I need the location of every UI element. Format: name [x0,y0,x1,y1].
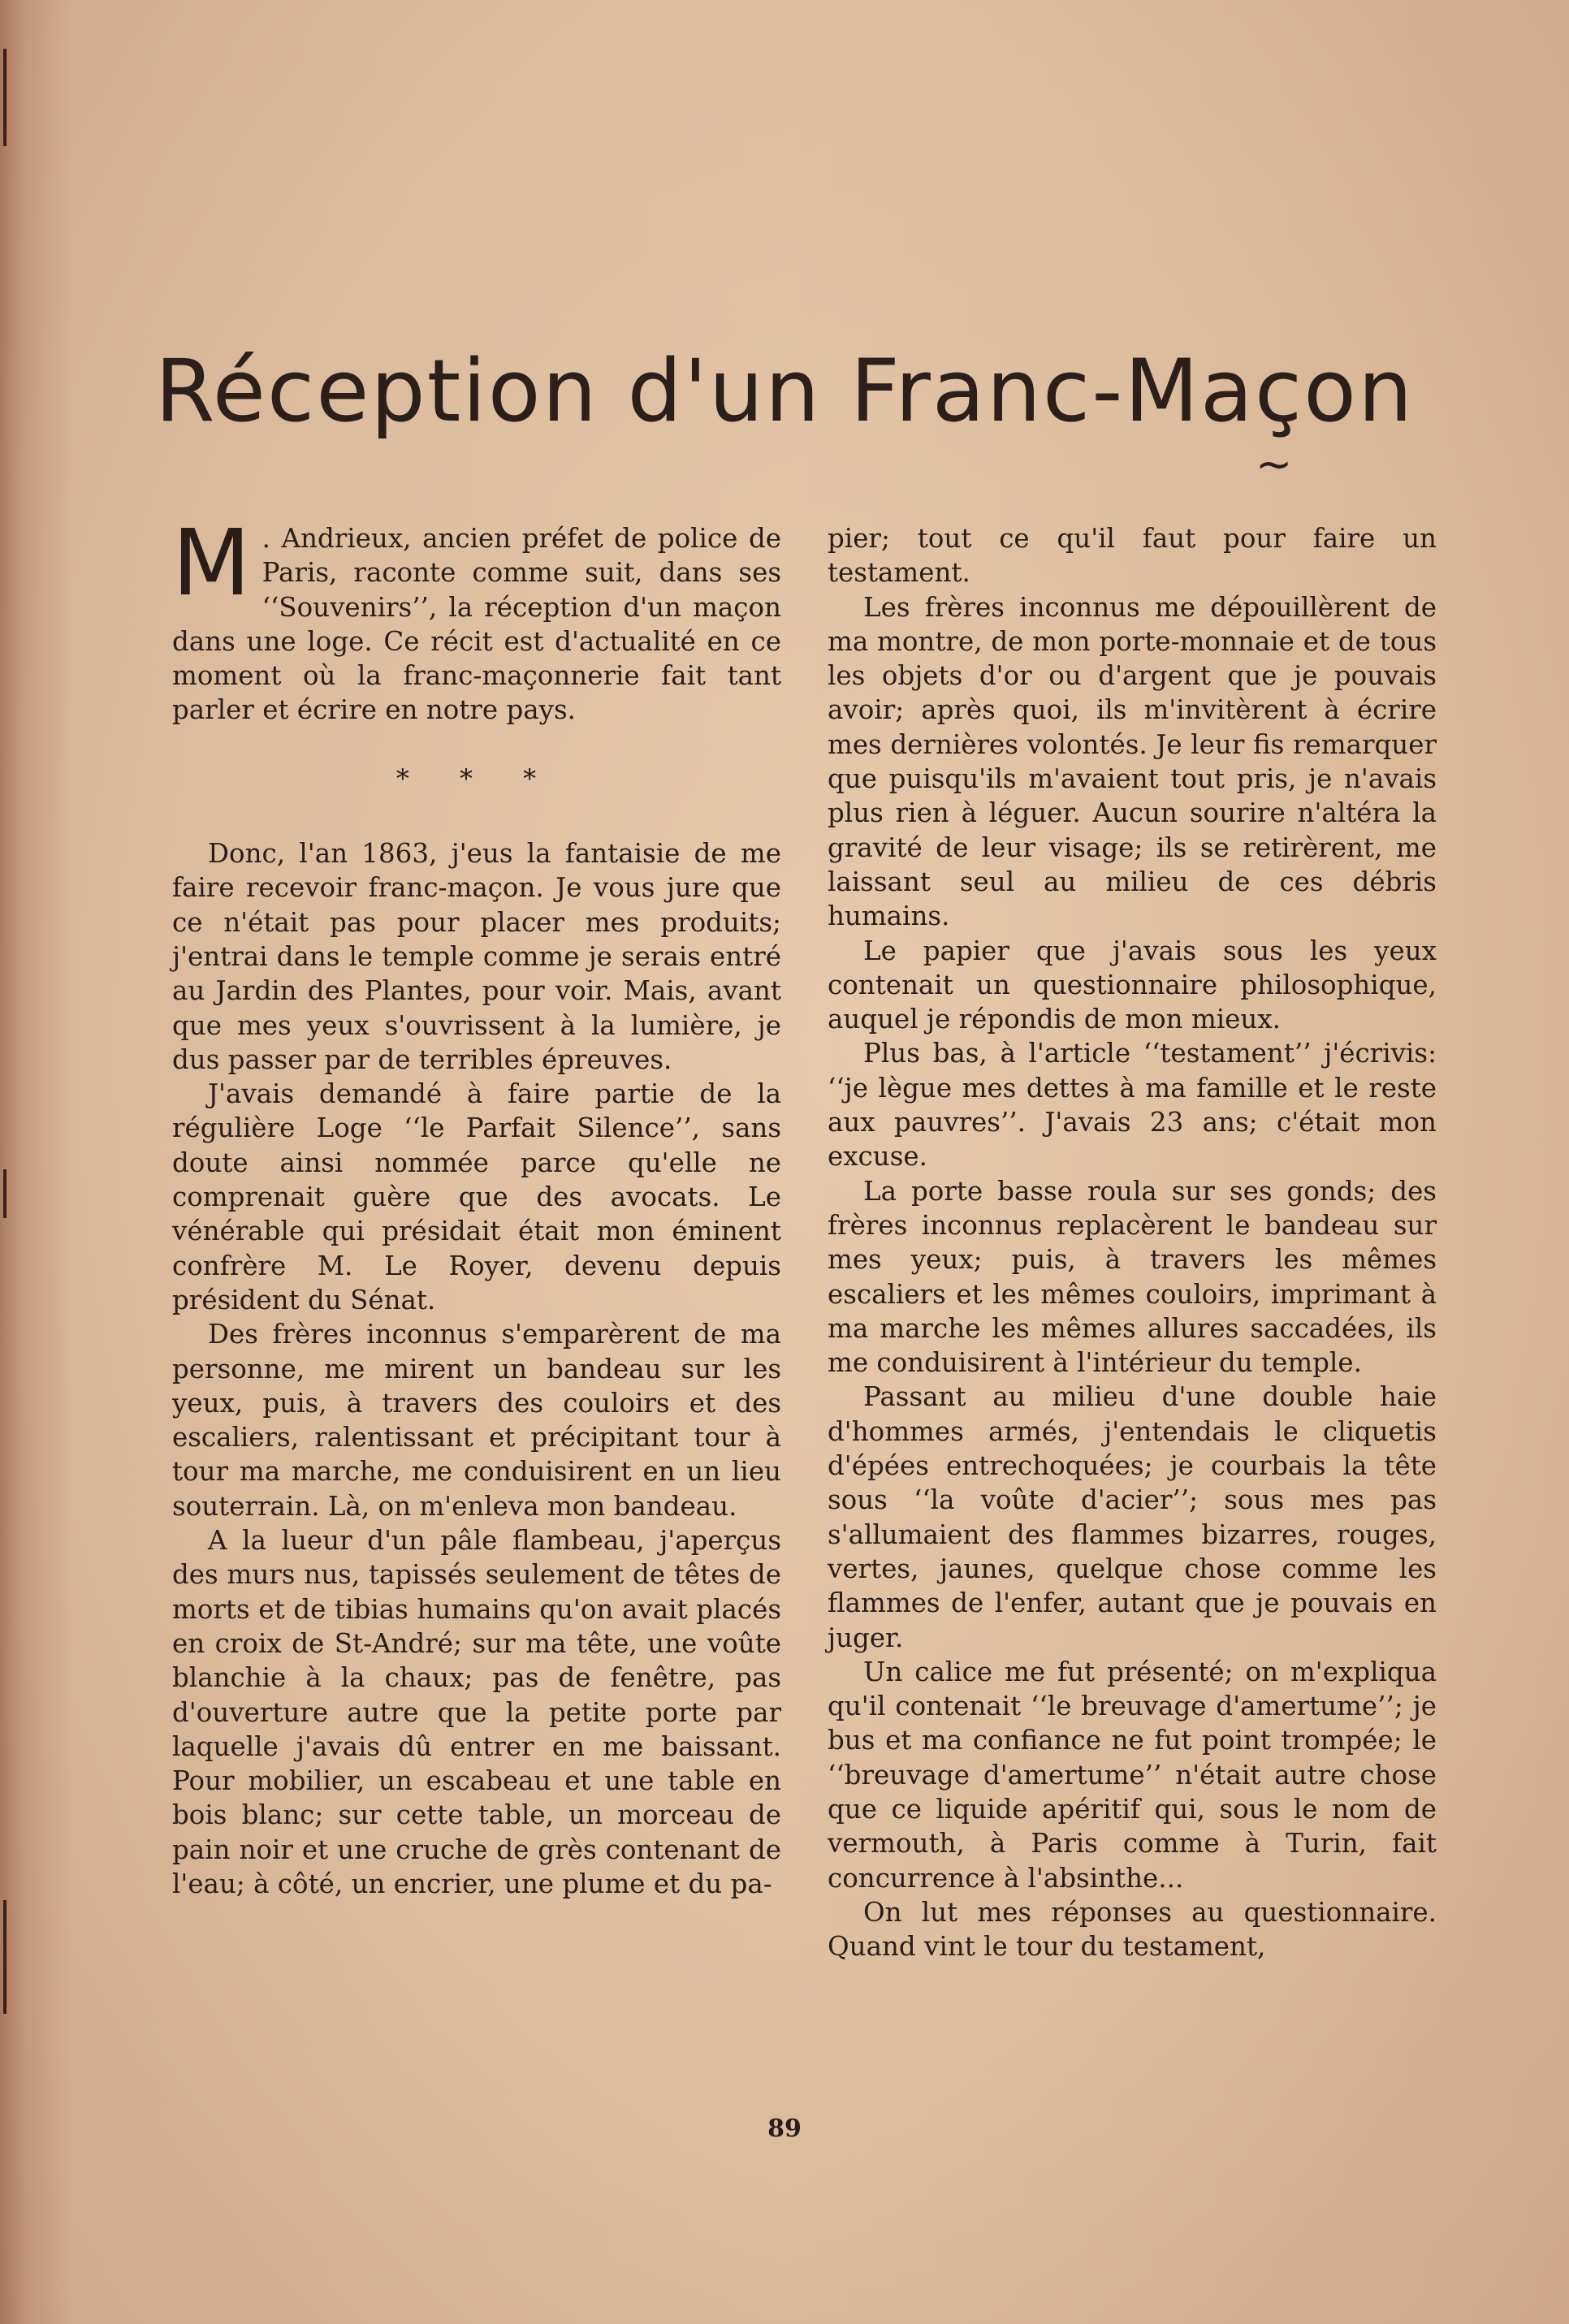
left-column [172,511,781,1901]
intro-text: . Andrieux, ancien préfet de police de Paris, raconte comme suit, dans ses ‘‘Souvenirs’’, la réception d'un maçon dans une loge. Ce récit est d'actualité en ce moment où la franc-maçonnerie fait tant parler et écrire en notre pays. [172,523,781,726]
paragraph: Les frères inconnus me dépouillèrent de ma montre, de mon porte-monnaie et de tous les objets d'or ou d'argent que je pouvais avoir; après quoi, ils m'invitèrent à écrire mes dernières volontés. Je leur fis remarquer que puisqu'ils m'avaient tout pris, je n'avais plus rien à léguer. Aucun sourire n'altéra la gravité de leur visage; ils se retirèrent, me laissant seul au milieu de ces débris humains. [828,591,1437,932]
intro-paragraph [172,511,781,728]
paragraph: La porte basse roula sur ses gonds; des frères inconnus replacèrent le bandeau sur mes yeux; puis, à travers les mêmes escaliers et les mêmes couloirs, imprimant à ma marche les mêmes allures saccadées, ils me conduisirent à l'intérieur du temple. [828,1175,1437,1379]
paragraph: Le papier que j'avais sous les yeux contenait un questionnaire philosophique, auquel je répondis de mon mieux. [828,935,1437,1035]
paragraph: Un calice me fut présenté; on m'expliqua qu'il contenait ‘‘le breuvage d'amertume’’; je bus et ma confiance ne fut point trompée; le ‘‘breuvage d'amertume’’ n'était autre chose que ce liquide apéritif qui, sous le nom de vermouth, à Paris comme à Turin, fait concurrence à l'absinthe... [828,1656,1437,1894]
paragraph-continuation: pier; tout ce qu'il faut pour faire un testament. [828,523,1437,589]
drop-cap: M [172,511,251,616]
paragraph: Des frères inconnus s'emparèrent de ma personne, me mirent un bandeau sur les yeux, puis, à travers des couloirs et des escaliers, ralentissant et précipitant tour à tour ma marche, me conduisirent en un lieu souterrain. Là, on m'enleva mon bandeau. [172,1319,781,1522]
paragraph: Passant au milieu d'une double haie d'hommes armés, j'entendais le cliquetis d'épées entrechoquées; je courbais la tête sous ‘‘la voûte d'acier’’; sous mes pas s'allumaient des flammes bizarres, rouges, vertes, jaunes, quelque chose comme les flammes de l'enfer, autant que je pouvais en juger. [828,1381,1437,1653]
binding-edge-mark [3,1169,6,1218]
paragraph: J'avais demandé à faire partie de la régulière Loge ‘‘le Parfait Silence’’, sans doute ainsi nommée parce qu'elle ne comprenait guère que des avocats. Le vénérable qui présidait était mon éminent confrère M. Le Royer, devenu depuis président du Sénat. [172,1078,781,1315]
paragraph: A la lueur d'un pâle flambeau, j'aperçus des murs nus, tapissés seulement de têtes de morts et de tibias humains qu'on avait placés en croix de St-André; sur ma tête, une voûte blanchie à la chaux; pas de fenêtre, pas d'ouverture autre que la petite porte par laquelle j'avais dû entrer en me baissant. Pour mobilier, un escabeau et une table en bois blanc; sur cette table, un morceau de pain noir et une cruche de grès contenant de l'eau; à côté, un encrier, une plume et du pa- [172,1525,781,1899]
page-number: 89 [767,2114,802,2143]
paragraph: Plus bas, à l'article ‘‘testament’’ j'écrivis: ‘‘je lègue mes dettes à ma famille et le reste aux pauvres’’. J'avais 23 ans; c'était mon excuse. [828,1038,1437,1173]
binding-edge-mark [3,1900,6,2014]
article-title: Réception d'un Franc-Maçon [154,341,1415,441]
right-column [828,521,1437,1963]
title-ornament: ~ [1256,438,1293,490]
paragraph: On lut mes réponses au questionnaire. Quand vint le tour du testament, [828,1896,1437,1963]
paragraph: Donc, l'an 1863, j'eus la fantaisie de me faire recevoir franc-maçon. Je vous jure que ce n'était pas pour placer mes produits; j'entrai dans le temple comme je serais entré au Jardin des Plantes, pour voir. Mais, avant que mes yeux s'ouvrissent à la lumière, je dus passer par de terribles épreuves. [172,838,781,1075]
binding-edge-mark [3,49,6,146]
section-separator: * * * [395,762,558,794]
